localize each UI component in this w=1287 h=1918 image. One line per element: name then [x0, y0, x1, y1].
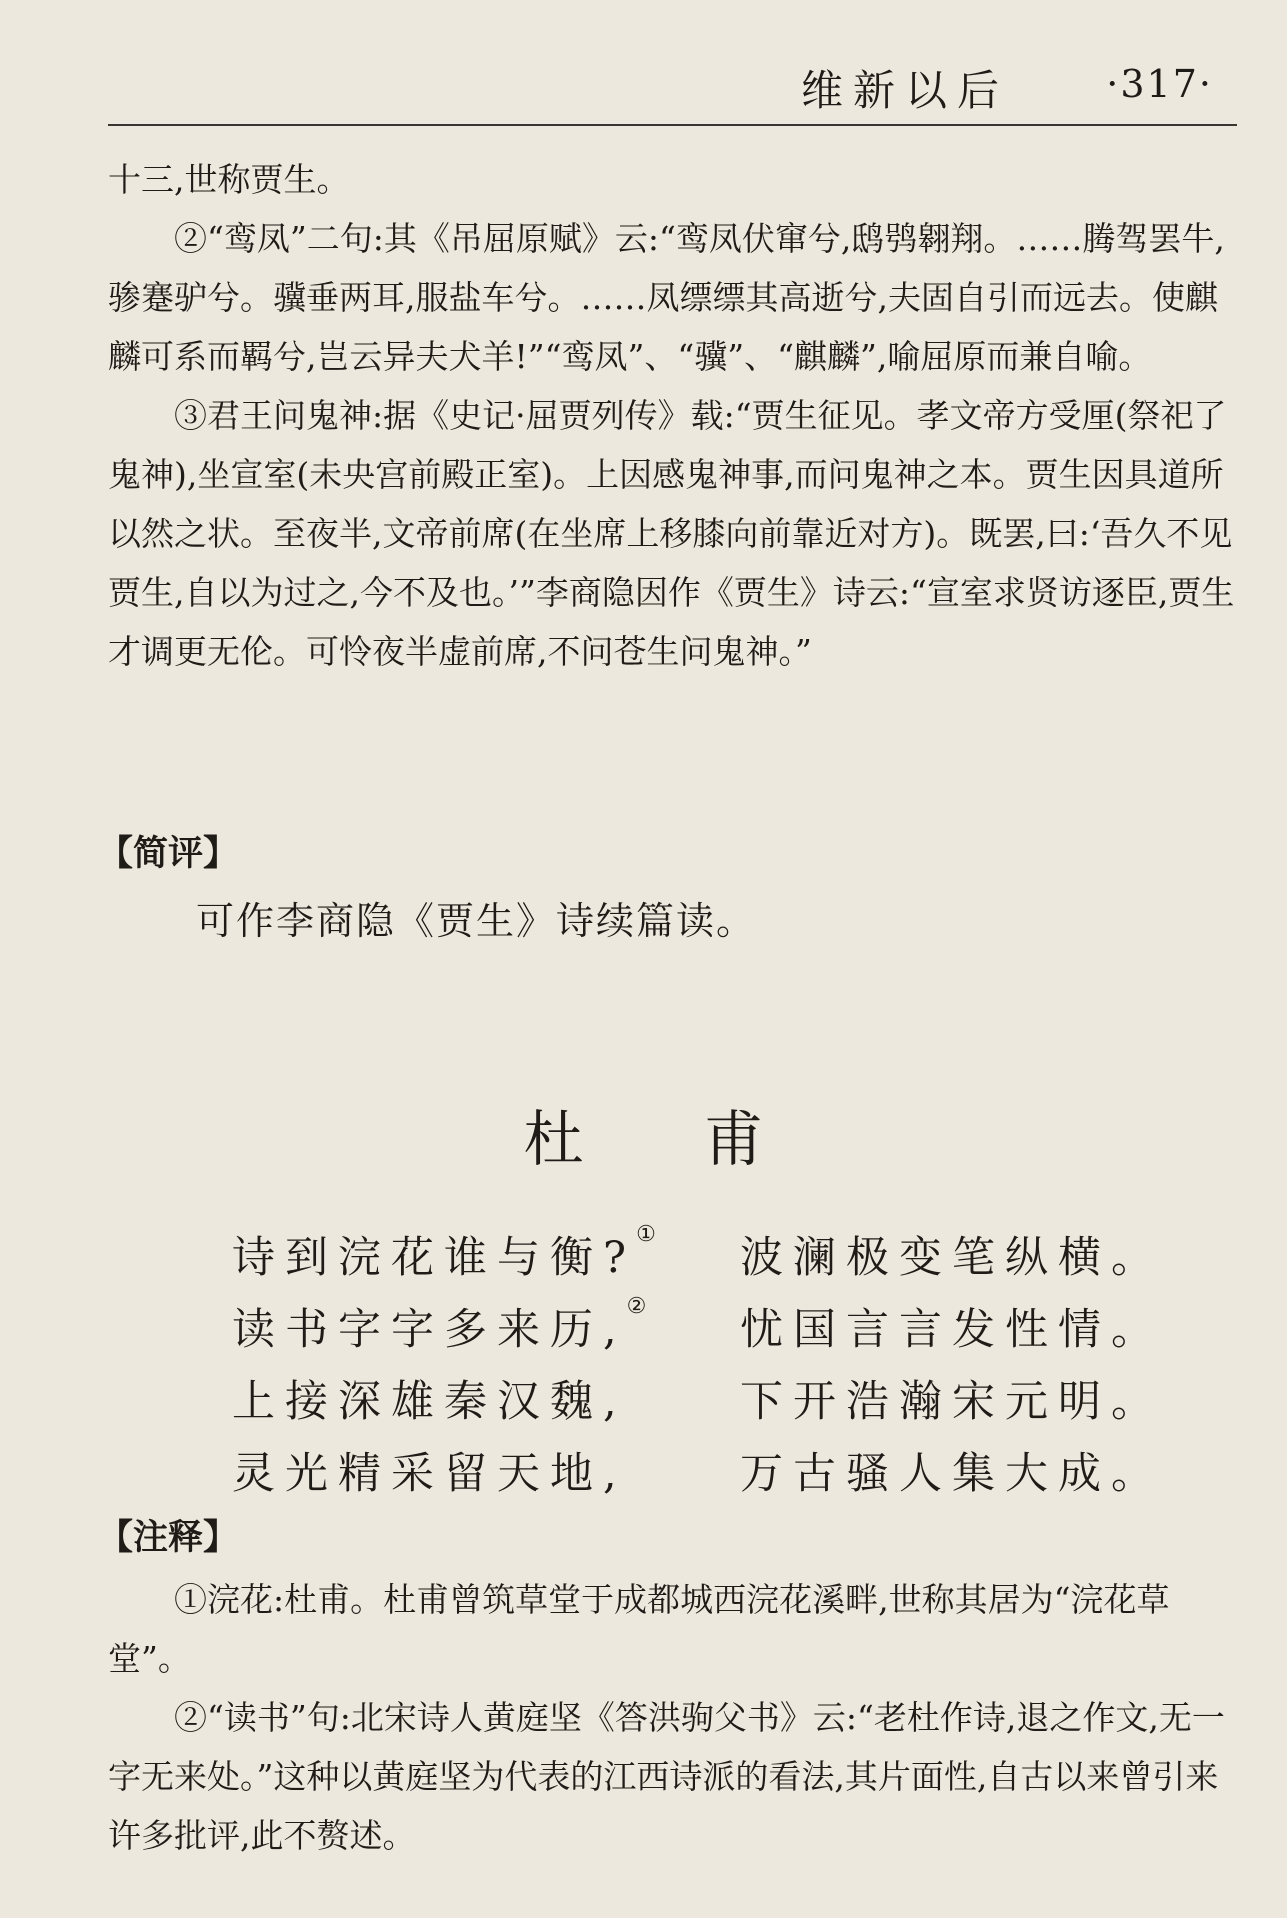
poem-line-right: 忧国言言发性情。 [740, 1305, 1164, 1355]
notes-list [108, 1570, 1238, 1865]
page-number: ·317· [1106, 62, 1213, 106]
running-header [108, 58, 1237, 122]
comment-text: 可作李商隐《贾生》诗续篇读。 [196, 899, 757, 943]
comment-heading: 【简评】 [98, 834, 239, 874]
poem-title: 杜甫 [523, 1105, 884, 1175]
note-1: ①浣花:杜甫。杜甫曾筑草堂于成都城西浣花溪畔,世称其居为“浣花草堂”。 [108, 1580, 1170, 1678]
poem-line-right: 万古骚人集大成。 [740, 1449, 1164, 1499]
poem-line-left: 读书字字多来历,② [232, 1294, 647, 1355]
note-fragment: 十三,世称贾生。 [108, 160, 350, 199]
footnote-mark: ① [636, 1222, 656, 1247]
note-2: ②“读书”句:北宋诗人黄庭坚《答洪驹父书》云:“老杜作诗,退之作文,无一字无来处。”这种以黄庭坚为代表的江西诗派的看法,其片面性,自古以来曾引来许多批评,此不赘述。 [108, 1698, 1225, 1855]
footnote-mark: ② [626, 1294, 647, 1319]
poem-line-right: 波澜极变笔纵横。 [740, 1233, 1164, 1283]
note-3: ③君王问鬼神:据《史记·屈贾列传》载:“贾生征见。孝文帝方受厘(祭祀了鬼神),坐宣室(未央宫前殿正室)。上因感鬼神事,而问鬼神之本。贾生因具道所以然之状。至夜半,文帝前席(在坐席上移膝向前靠近对方)。既罢,曰:‘吾久不见贾生,自以为过之,今不及也。’”李商隐因作《贾生》诗云:“宣室求贤访逐臣,贾生才调更无伦。可怜夜半虚前席,不问苍生问鬼神。” [108, 396, 1235, 671]
poem-line-left: 灵光精采留天地, [232, 1449, 627, 1499]
poem-line-right: 下开浩瀚宋元明。 [740, 1377, 1164, 1427]
notes-heading: 【注释】 [98, 1518, 239, 1558]
header-rule [108, 124, 1237, 126]
poem-line-left: 诗到浣花谁与衡?① [232, 1222, 656, 1283]
poem-line-left: 上接深雄秦汉魏, [232, 1377, 627, 1427]
note-2: ②“鸾凤”二句:其《吊屈原赋》云:“鸾凤伏窜兮,鸱鸮翱翔。……腾驾罢牛,骖蹇驴兮。骥垂两耳,服盐车兮。……凤缥缥其高逝兮,夫固自引而远去。使麒麟可系而羁兮,岂云异夫犬羊!”“鸾凤”、“骥”、“麒麟”,喻屈原而兼自喻。 [108, 219, 1225, 376]
header-title: 维新以后 [800, 66, 1009, 115]
notes-continued [108, 150, 1238, 681]
